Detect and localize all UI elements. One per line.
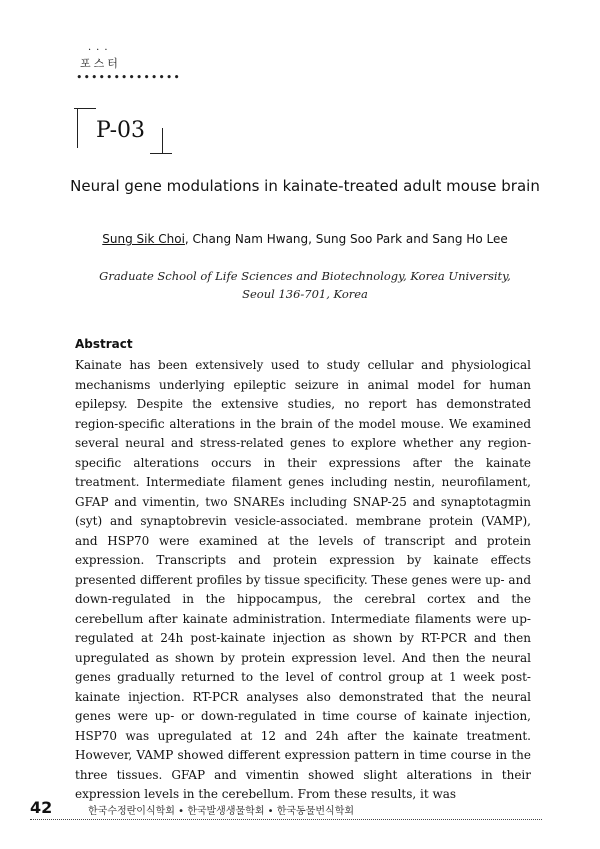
frame-tick-right [162,128,163,154]
frame-tick-bottom [150,153,172,154]
affiliation-line-2: Seoul 136-701, Korea [242,287,368,301]
page-number: 42 [30,798,53,817]
author-list [60,232,550,246]
frame-tick-left [77,108,78,148]
paper-title: Neural gene modulations in kainate-treated adult mouse brain [70,177,540,195]
abstract-heading: Abstract [75,337,133,351]
affiliation [60,267,550,303]
presenting-author: Sung Sik Choi [102,232,185,246]
header-dots: ··· [88,45,113,56]
affiliation-line-1: Graduate School of Life Sciences and Biotechnology, Korea University, [99,269,511,283]
journal-societies: 한국수정란이식학회 • 한국발생생물학회 • 한국동물번식학회 [88,806,355,817]
abstract-body: Kainate has been extensively used to study cellular and physiological mechanisms underlying epileptic seizure in animal model for human epilepsy. Despite the extensive studies, no report has demonstrated region-specific alterations in the brain of the model mouse. We examined several neural and stress-related genes to explore whether any region-specific alterations occurs in their expressions after the kainate treatment. Intermediate filament genes including nestin, neurofilament, GFAP and vimentin, two SNAREs including SNAP-25 and synaptotagmin (syt) and synaptobrevin vesicle-associated. membrane protein (VAMP), and HSP70 were examined at the levels of transcript and protein expression. Transcripts and protein expression by kainate effects presented different profiles by tissue specificity. These genes were up- and down-regulated in the hippocampus, the cerebral cortex and the cerebellum after kainate administration. Intermediate filaments were up-regulated at 24h post-kainate injection as shown by RT-PCR and then upregulated as shown by protein expression level. And then the neural genes gradually returned to the level of control group at 1 week post-kainate injection. RT-PCR analyses also demonstrated that the neural genes were up- or down-regulated in time course of kainate injection, HSP70 was upregulated at 12 and 24h after the kainate treatment. However, VAMP showed different expression pattern in time course in the three tissues. GFAP and vimentin showed slight alterations in their expression levels in the cerebellum. From these results, it was [75,358,531,801]
footer-divider [30,819,542,820]
poster-code: P-03 [96,118,146,143]
co-authors: , Chang Nam Hwang, Sung Soo Park and Sang Ho Lee [184,232,508,246]
section-label: 포스터 [80,57,121,70]
header-dot-row: •••••••••••••• [76,71,181,84]
